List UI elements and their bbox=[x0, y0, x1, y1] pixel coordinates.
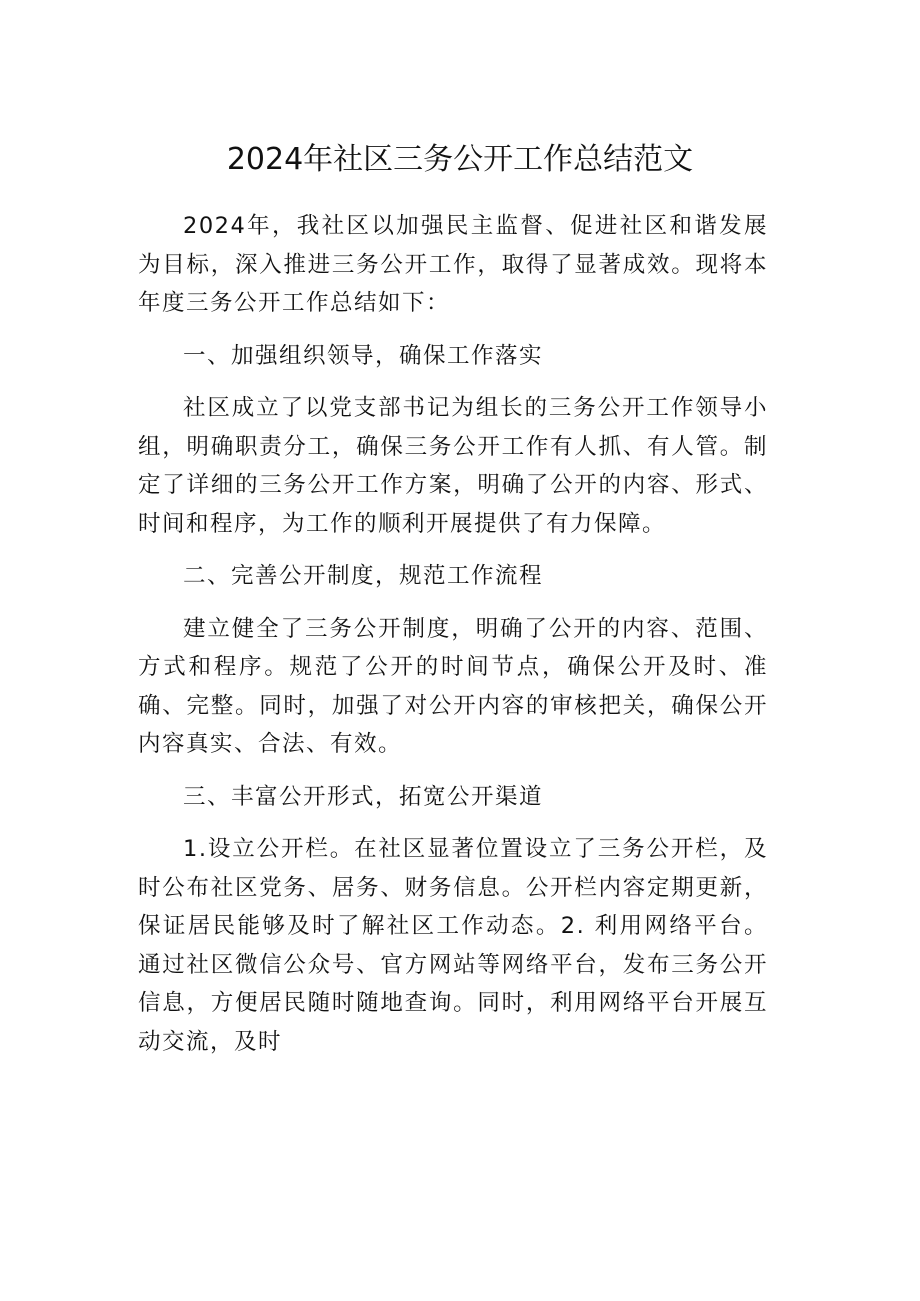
section-body-3: 1.设立公开栏。在社区显著位置设立了三务公开栏，及时公布社区党务、居务、财务信息。公开栏内容定期更新，保证居民能够及时了解社区工作动态。2. 利用网络平台。通过社区微信公众号、官方网站等网络平台，发布三务公开信息，方便居民随时随地查询。同时，利用网络平台开展互动交流，及时 bbox=[138, 836, 768, 1055]
intro-paragraph: 2024年，我社区以加强民主监督、促进社区和谐发展为目标，深入推进三务公开工作，取得了显著成效。现将本年度三务公开工作总结如下： bbox=[138, 213, 768, 316]
section-heading-1: 一、加强组织领导，确保工作落实 bbox=[183, 342, 544, 369]
document-title: 2024年社区三务公开工作总结范文 bbox=[226, 142, 694, 177]
section-body-1: 社区成立了以党支部书记为组长的三务公开工作领导小组，明确职责分工，确保三务公开工作有人抓、有人管。制定了详细的三务公开工作方案，明确了公开的内容、形式、时间和程序，为工作的顺利开展提供了有力保障。 bbox=[138, 395, 768, 537]
section-heading-2: 二、完善公开制度，规范工作流程 bbox=[183, 563, 544, 589]
section-heading-3: 三、丰富公开形式，拓宽公开渠道 bbox=[183, 783, 544, 810]
document-body bbox=[138, 207, 768, 1061]
section-body-2: 建立健全了三务公开制度，明确了公开的内容、范围、方式和程序。规范了公开的时间节点，确保公开及时、准确、完整。同时，加强了对公开内容的审核把关，确保公开内容真实、合法、有效。 bbox=[138, 615, 768, 757]
